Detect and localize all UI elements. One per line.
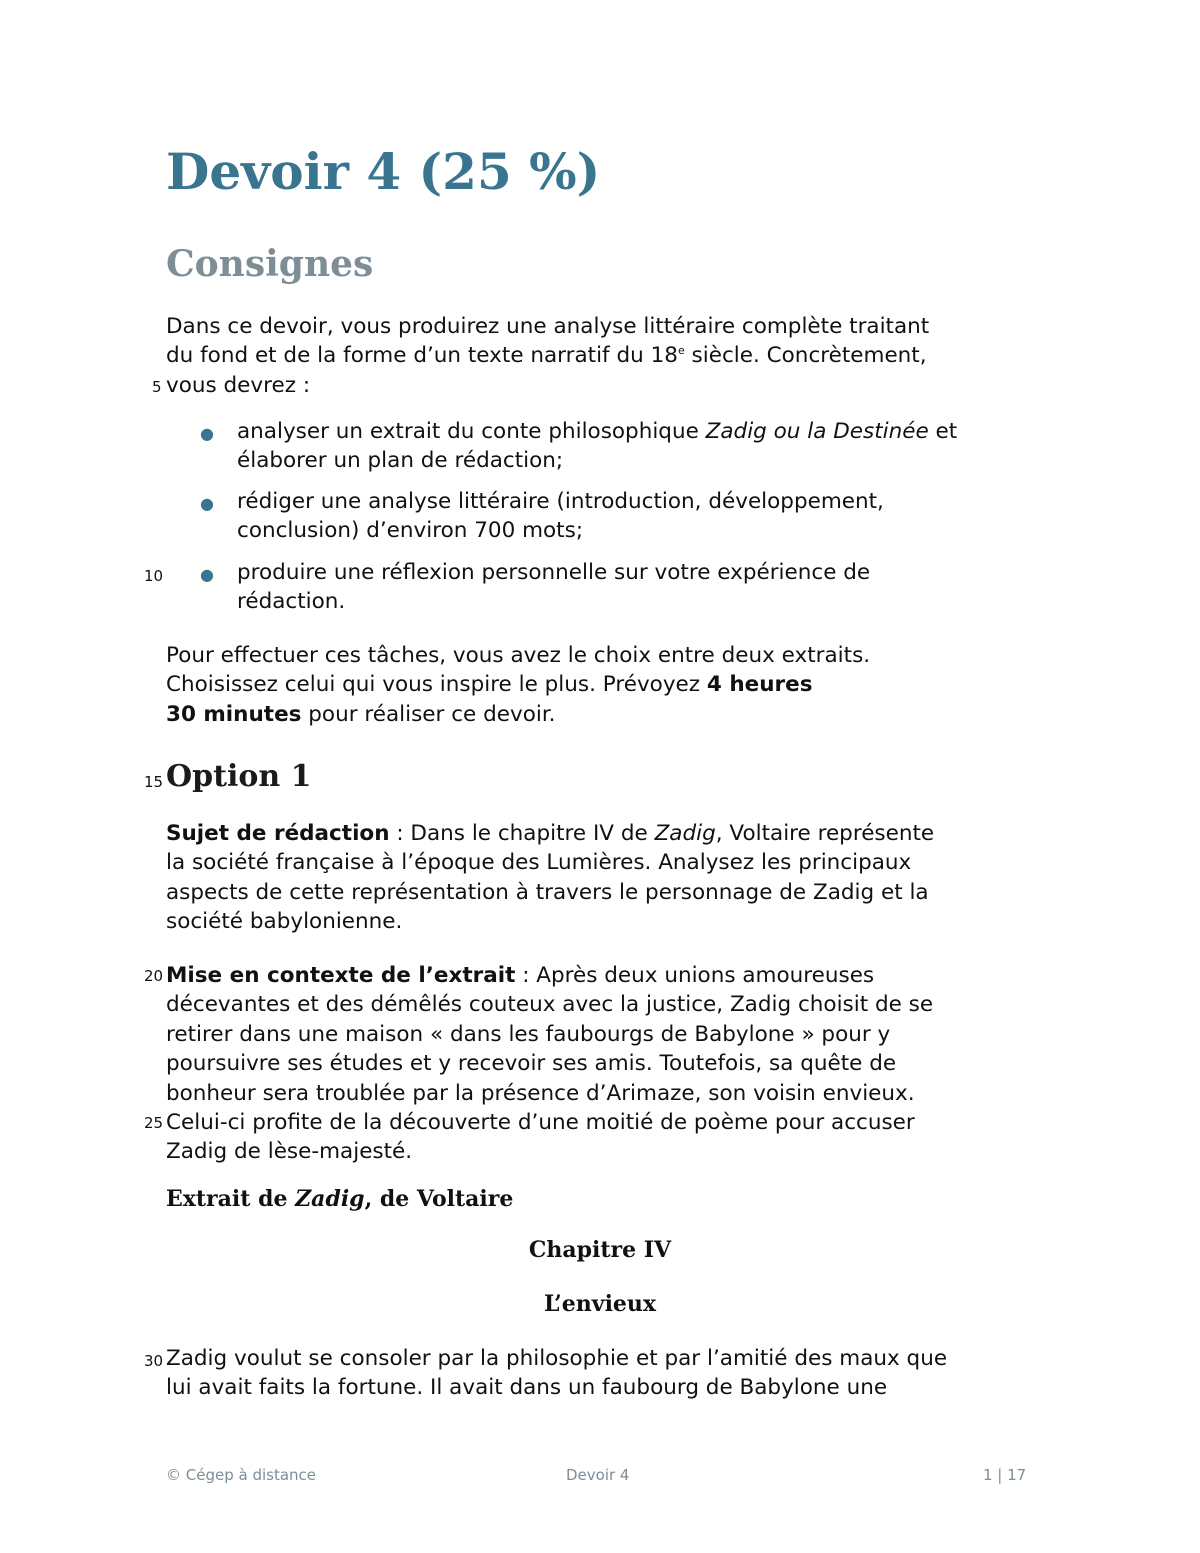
contexte-text: : Après deux unions amoureuses: [515, 963, 875, 988]
list-item: [237, 559, 1057, 616]
footer-copyright: © Cégep à distance: [166, 1466, 317, 1484]
document-title: Devoir 4 (25 %): [166, 142, 601, 201]
intro-paragraph: [166, 312, 1046, 400]
bullet-icon: ●: [200, 494, 214, 513]
chapter-number: Chapitre IV: [528, 1237, 672, 1263]
contexte-line-4: poursuivre ses études et y recevoir ses amis. Toutefois, sa quête de: [166, 1051, 897, 1077]
line-number: 25: [144, 1114, 164, 1132]
extrait-heading-text: Extrait de: [166, 1186, 296, 1212]
footer-page-number: 1 | 17: [983, 1466, 1027, 1484]
sujet-line-2: la société française à l’époque des Lumières. Analysez les principaux: [166, 850, 912, 876]
list-item-text-end: et: [928, 419, 958, 444]
bullet-icon: ●: [200, 565, 214, 584]
sujet-paragraph: [166, 819, 1046, 937]
sujet-line-3: aspects de cette représentation à travers le personnage de Zadig et la: [166, 879, 929, 905]
line-number: 15: [144, 773, 164, 791]
list-item-line-2: élaborer un plan de rédaction;: [237, 447, 564, 473]
sujet-line-4: société babylonienne.: [166, 909, 403, 935]
line-number: 20: [144, 967, 164, 985]
intro-line-2: du fond et de la forme d’un texte narratif du 18: [166, 343, 678, 369]
contexte-line-3: retirer dans une maison « dans les faubourgs de Babylone » pour y: [166, 1021, 891, 1047]
duration-minutes: 30 minutes: [166, 701, 302, 727]
work-title: Zadig: [295, 1186, 365, 1212]
extrait-heading: [166, 1184, 513, 1214]
line-number: 5: [152, 378, 162, 396]
option-1-heading: Option 1: [166, 759, 312, 794]
list-item-text: rédiger une analyse littéraire (introduction, développement,: [237, 489, 884, 514]
tasks-line-1: Pour effectuer ces tâches, vous avez le choix entre deux extraits.: [166, 643, 871, 668]
footer-document-title: Devoir 4: [566, 1466, 630, 1484]
contexte-line-6: Celui-ci profite de la découverte d’une moitié de poème pour accuser: [166, 1110, 915, 1136]
extrait-heading-end: , de Voltaire: [364, 1186, 514, 1212]
list-item-text: produire une réflexion personnelle sur votre expérience de: [237, 560, 871, 585]
sujet-text-end: , Voltaire représente: [715, 821, 935, 846]
extract-line-2: lui avait faits la fortune. Il avait dans un faubourg de Babylone une: [166, 1375, 888, 1401]
line-number: 30: [144, 1352, 164, 1370]
tasks-line-2: Choisissez celui qui vous inspire le plus. Prévoyez: [166, 672, 707, 698]
line-number: 10: [144, 567, 164, 585]
work-title: Zadig: [654, 821, 716, 846]
extract-text: [166, 1344, 1046, 1403]
list-item-text: analyser un extrait du conte philosophique: [237, 419, 706, 444]
century-superscript: e: [677, 344, 685, 358]
work-title: Zadig ou la Destinée: [705, 419, 929, 444]
tasks-line-3: pour réaliser ce devoir.: [301, 701, 556, 727]
sujet-label: Sujet de rédaction: [166, 821, 390, 846]
intro-line-1: Dans ce devoir, vous produirez une analyse littéraire complète traitant: [166, 314, 930, 339]
contexte-line-7: Zadig de lèse-majesté.: [166, 1139, 413, 1165]
contexte-paragraph: [166, 961, 1046, 1167]
intro-line-2-end: siècle. Concrètement,: [684, 343, 927, 369]
list-item: [237, 418, 1057, 475]
bullet-icon: ●: [200, 424, 214, 443]
contexte-line-5: bonheur sera troublée par la présence d’Arimaze, son voisin envieux.: [166, 1080, 915, 1106]
list-item: [237, 488, 1057, 545]
section-heading-consignes: Consignes: [166, 243, 374, 285]
sujet-text: : Dans le chapitre IV de: [389, 821, 655, 846]
contexte-line-2: décevantes et des démêlés couteux avec la justice, Zadig choisit de se: [166, 992, 934, 1018]
intro-line-3: vous devrez :: [166, 372, 311, 398]
list-item-line-2: rédaction.: [237, 588, 346, 614]
list-item-line-2: conclusion) d’environ 700 mots;: [237, 517, 584, 543]
duration-hours: 4 heures: [706, 672, 813, 698]
extract-line-1: Zadig voulut se consoler par la philosophie et par l’amitié des maux que: [166, 1346, 948, 1371]
chapter-title: L’envieux: [543, 1291, 657, 1317]
contexte-label: Mise en contexte de l’extrait: [166, 963, 516, 988]
tasks-paragraph: [166, 641, 1046, 729]
